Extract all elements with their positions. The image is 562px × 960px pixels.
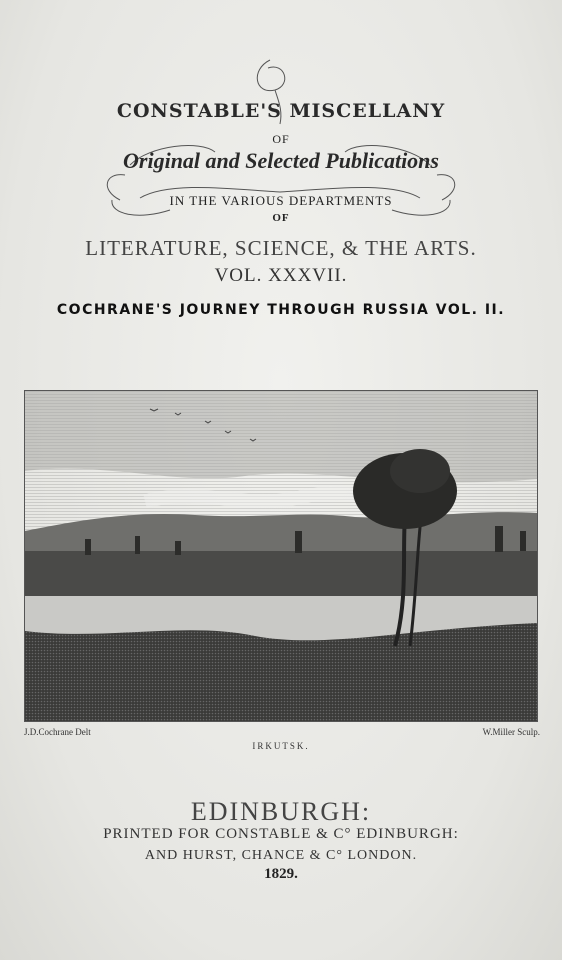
artist-credit: J.D.Cochrane Delt	[24, 727, 91, 737]
work-title: COCHRANE'S JOURNEY THROUGH RUSSIA VOL. II.	[56, 302, 506, 318]
subtitle: Original and Selected Publications	[123, 148, 439, 173]
departments-line: IN THE VARIOUS DEPARTMENTS	[169, 193, 393, 208]
of-label-2: OF	[272, 212, 290, 224]
fields-line: LITERATURE, SCIENCE, & THE ARTS.	[85, 236, 477, 260]
engraver-credit: W.Miller Sculp.	[482, 727, 540, 737]
imprint-year: 1829.	[264, 866, 298, 882]
imprint-printed-for: PRINTED FOR CONSTABLE & C° EDINBURGH:	[103, 826, 459, 842]
volume-number: VOL. XXXVII.	[214, 265, 348, 286]
imprint-london: AND HURST, CHANCE & C° LONDON.	[144, 848, 418, 863]
engraving-caption: IRKUTSK.	[252, 741, 310, 751]
irkutsk-engraving	[24, 390, 538, 722]
imprint-city: EDINBURGH:	[190, 797, 372, 826]
of-label: OF	[272, 132, 290, 146]
series-title: CONSTABLE'S MISCELLANY	[116, 100, 446, 122]
